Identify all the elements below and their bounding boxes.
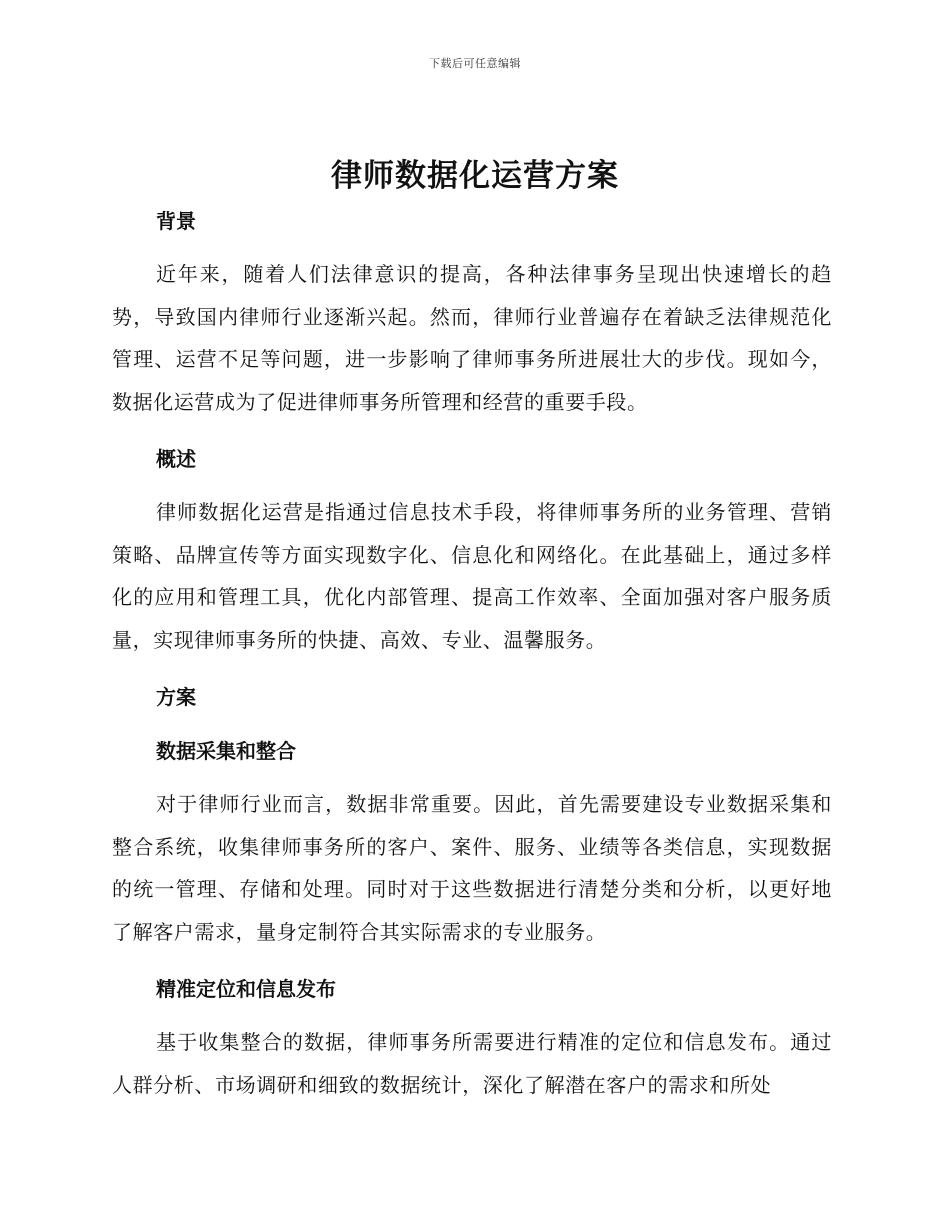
section-heading-overview: 概述 — [156, 447, 196, 471]
section-heading-data-collection: 数据采集和整合 — [156, 739, 296, 763]
section-heading-background: 背景 — [156, 209, 196, 233]
section-paragraph-positioning: 基于收集整合的数据，律师事务所需要进行精准的定位和信息发布。通过人群分析、市场调研和细致的数据统计，深化了解潜在客户的需求和所处 — [112, 1030, 832, 1097]
section-paragraph-background: 近年来，随着人们法律意识的提高，各种法律事务呈现出快速增长的趋势，导致国内律师行业逐渐兴起。然而，律师行业普遍存在着缺乏法律规范化管理、运营不足等问题，进一步影响了律师事务所进展壮大的步伐。现如今，数据化运营成为了促进律师事务所管理和经营的重要手段。 — [112, 262, 832, 414]
document-body — [112, 203, 832, 1106]
header-note: 下载后可任意编辑 — [429, 57, 521, 70]
section-paragraph-overview: 律师数据化运营是指通过信息技术手段，将律师事务所的业务管理、营销策略、品牌宣传等方面实现数字化、信息化和网络化。在此基础上，通过多样化的应用和管理工具，优化内部管理、提高工作效率、全面加强对客户服务质量，实现律师事务所的快捷、高效、专业、温馨服务。 — [112, 500, 832, 652]
section-heading-positioning: 精准定位和信息发布 — [156, 977, 336, 1001]
section-heading-plan: 方案 — [156, 685, 196, 709]
section-paragraph-data-collection: 对于律师行业而言，数据非常重要。因此，首先需要建设专业数据采集和整合系统，收集律师事务所的客户、案件、服务、业绩等各类信息，实现数据的统一管理、存储和处理。同时对于这些数据进行清楚分类和分析，以更好地了解客户需求，量身定制符合其实际需求的专业服务。 — [112, 792, 832, 944]
document-title: 律师数据化运营方案 — [331, 158, 619, 194]
